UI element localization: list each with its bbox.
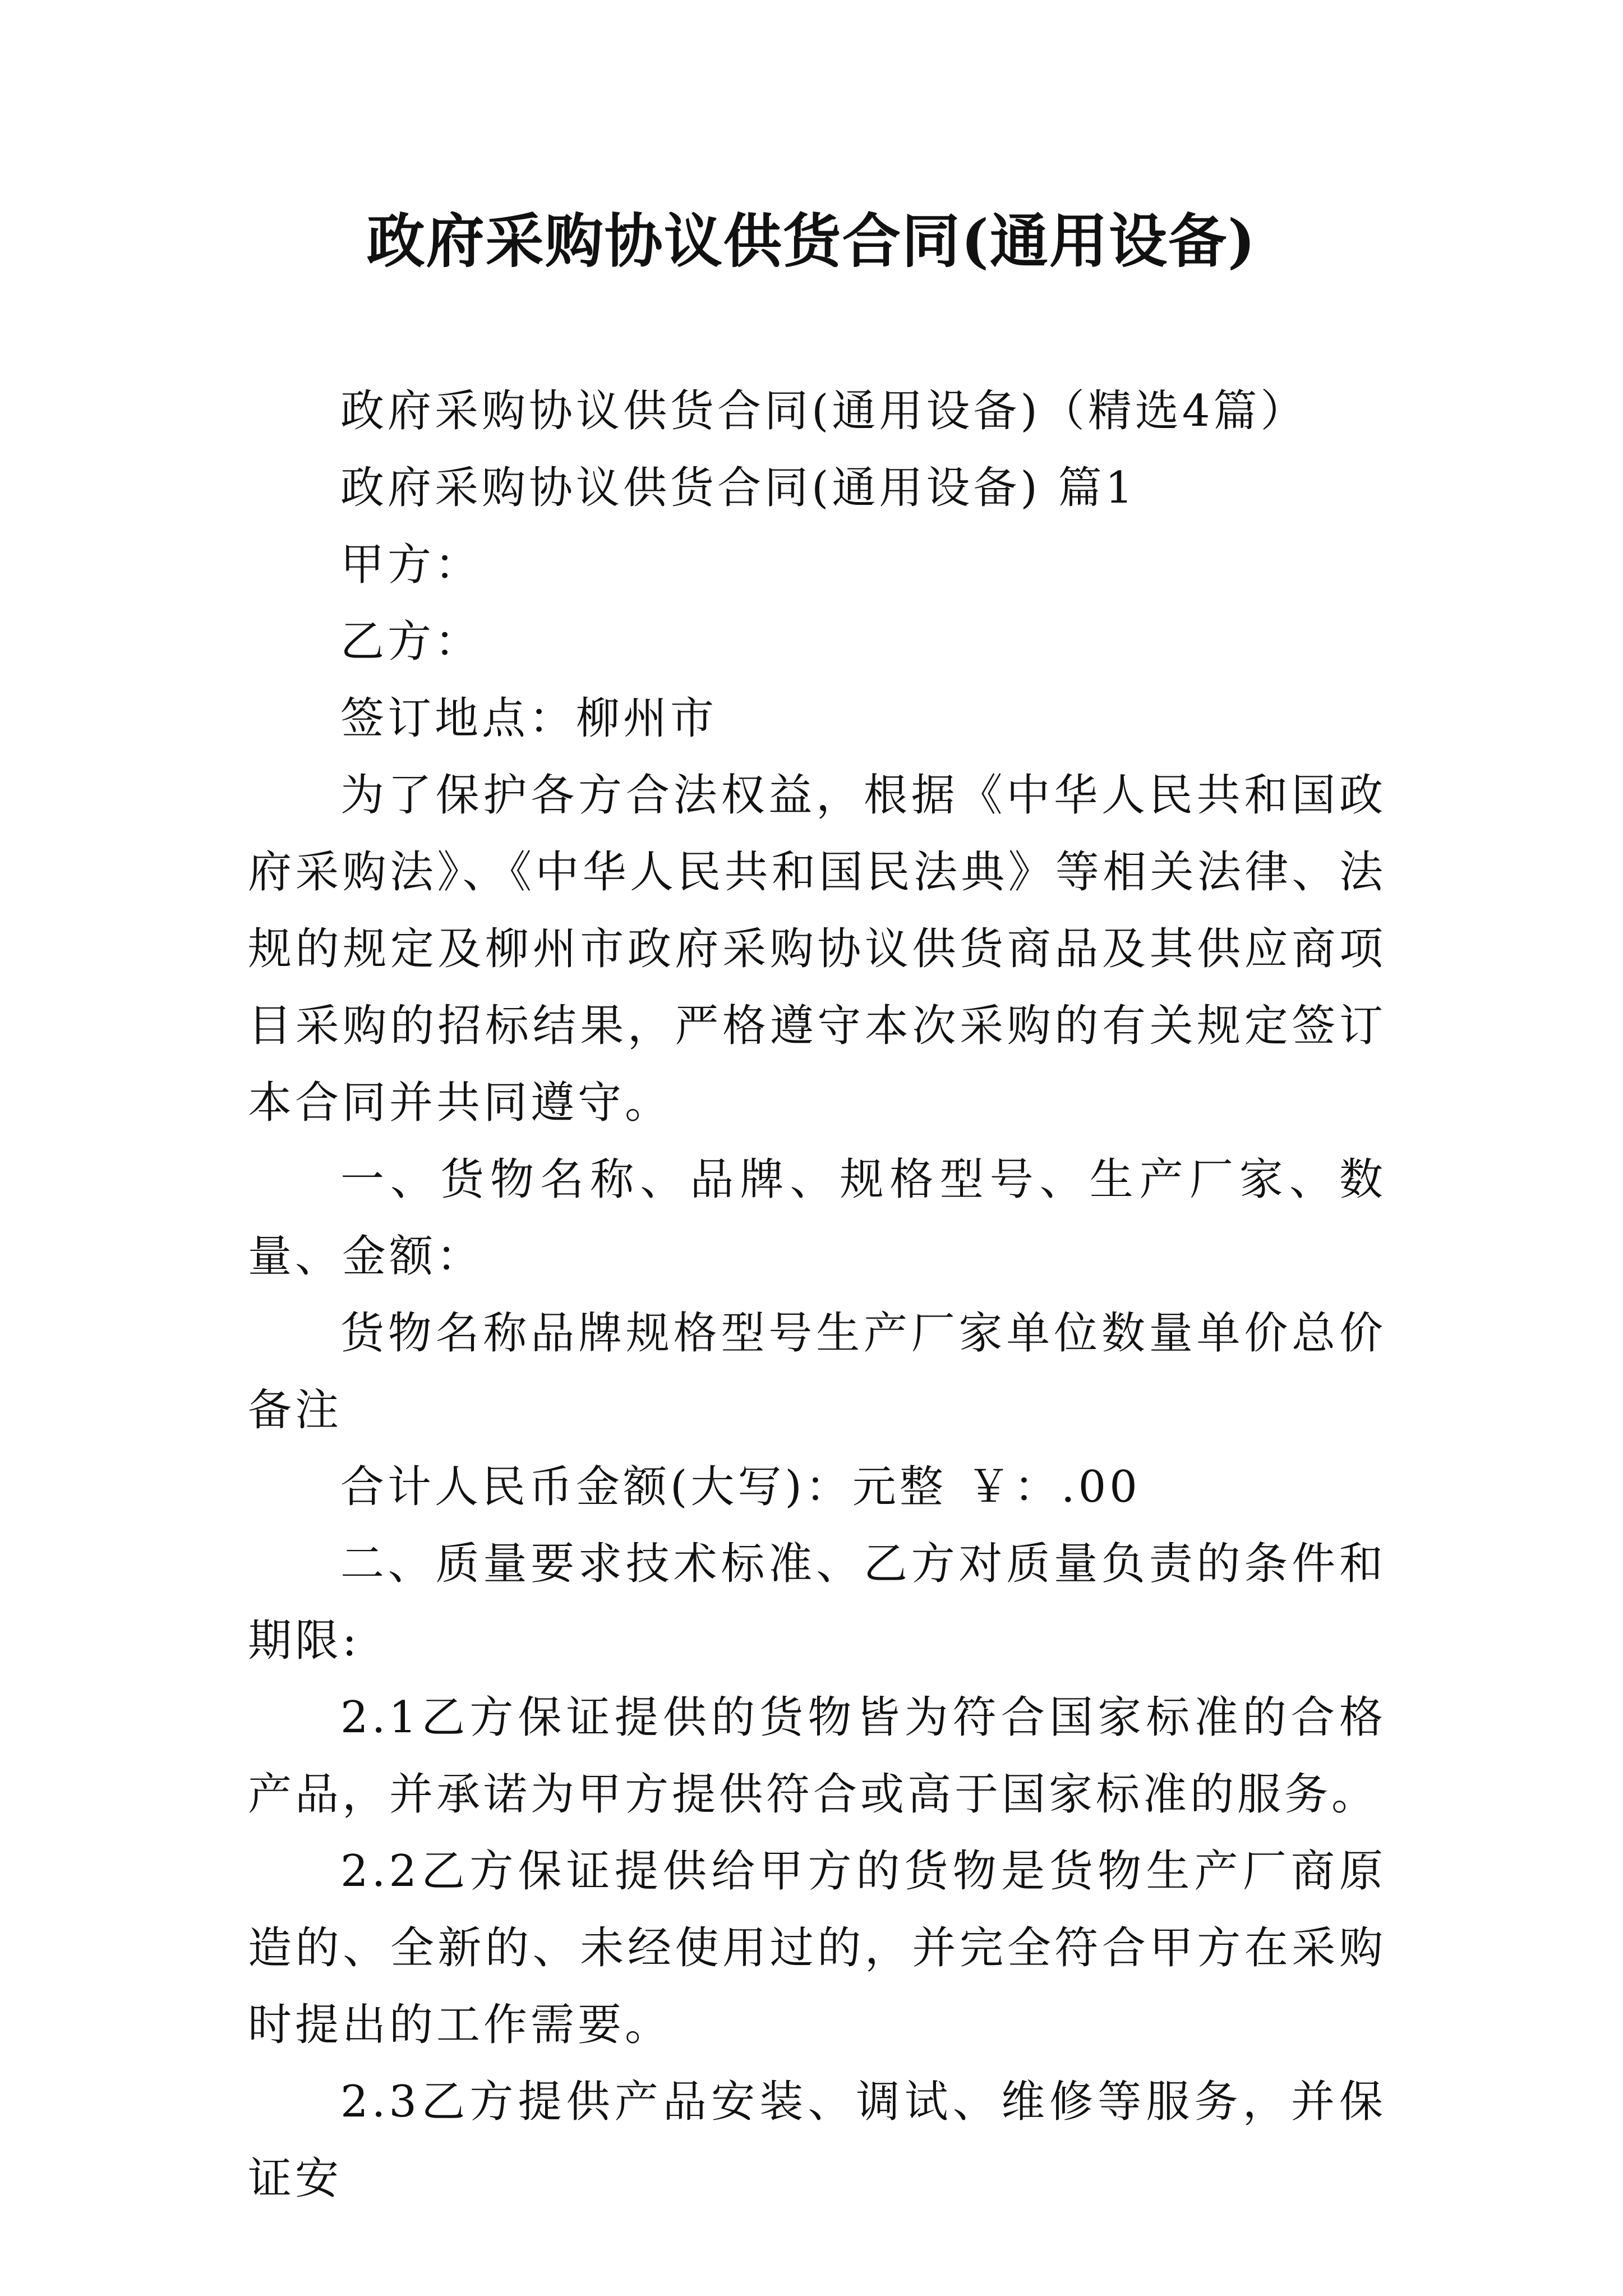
subtitle-paragraph: 政府采购协议供货合同(通用设备)（精选4篇） [340,386,1308,436]
clause-1-heading: 一、货物名称、品牌、规格型号、生产厂家、数量、金额： [248,1154,1386,1282]
total-amount-value: ￥：.00 [966,1462,1141,1512]
section-heading: 政府采购协议供货合同(通用设备) 篇1 [340,463,1137,513]
goods-table-header-line: 货物名称品牌规格型号生产厂家单位数量单价总价备注 [248,1308,1386,1435]
clause-2-3: 2.3乙方提供产品安装、调试、维修等服务，并保证安 [248,2077,1386,2204]
signing-place-line: 签订地点：柳州市 [340,693,718,744]
clause-2-heading: 二、质量要求技术标准、乙方对质量负责的条件和期限: [248,1539,1386,1666]
clause-2-2: 2.2乙方保证提供给甲方的货物是货物生产厂商原造的、全新的、未经使用过的，并完全符合甲方在采购时提出的工作需要。 [248,1846,1386,2050]
preamble-paragraph: 为了保护各方合法权益，根据《中华人民共和国政府采购法》、《中华人民共和国民法典》等相关法律、法规的规定及柳州市政府采购协议供货商品及其供应商项目采购的招标结果，严格遵守本次采购的有关规定签订本合同并共同遵守。 [248,770,1386,1128]
document-body [248,373,1386,2217]
party-a-line: 甲方： [340,540,482,590]
clause-2-1: 2.1乙方保证提供的货物皆为符合国家标准的合格产品，并承诺为甲方提供符合或高于国家标准的服务。 [248,1692,1386,1820]
total-amount-label: 合计人民币金额(大写)：元整 [340,1462,947,1512]
party-b-line: 乙方： [340,616,482,667]
document-title: 政府采购协议供货合同(通用设备) [366,206,1257,275]
total-amount-line [248,1449,1386,1526]
